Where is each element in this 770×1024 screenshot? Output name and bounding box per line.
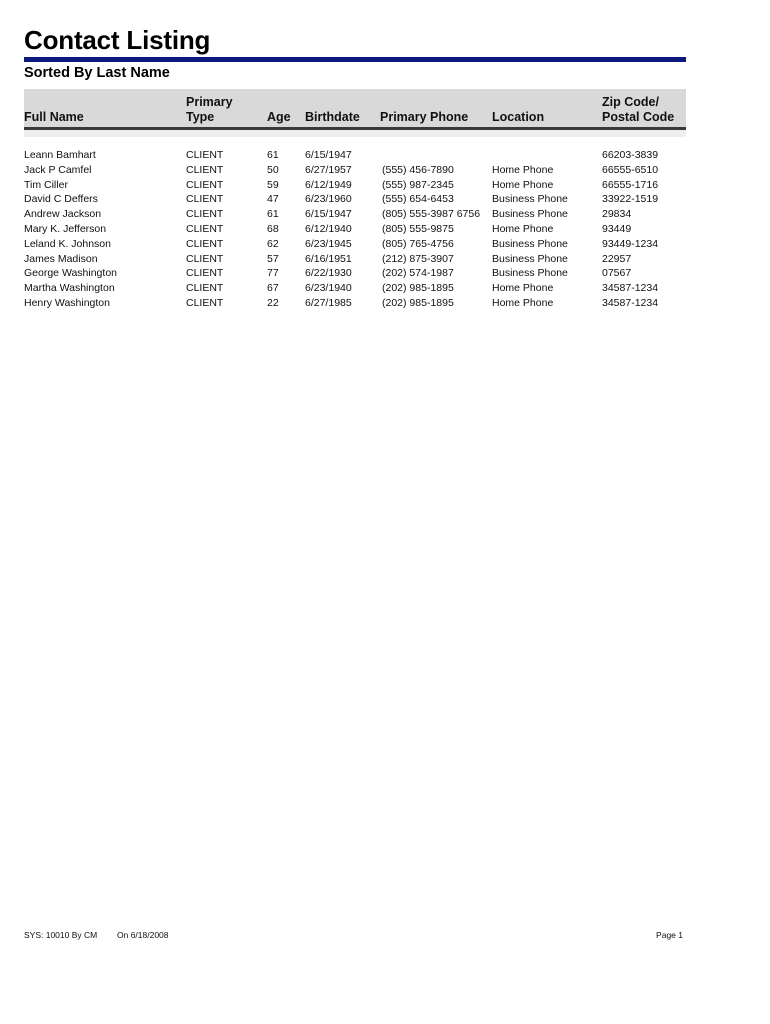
cell-location: Home Phone bbox=[492, 282, 554, 295]
column-header-birthdate bbox=[305, 110, 360, 125]
cell-full-name: Leland K. Johnson bbox=[24, 237, 111, 250]
cell-birthdate: 6/12/1949 bbox=[305, 178, 352, 191]
contact-table-body bbox=[0, 148, 770, 311]
cell-age: 47 bbox=[267, 193, 279, 206]
cell-primary-type: CLIENT bbox=[186, 237, 224, 250]
column-header-age bbox=[267, 110, 291, 125]
footer-print-date: On 6/18/2008 bbox=[117, 930, 169, 940]
column-header-zip-line1: Zip Code/ bbox=[602, 95, 659, 109]
column-header-primary-type-line2: Type bbox=[186, 110, 215, 124]
cell-full-name: James Madison bbox=[24, 252, 98, 265]
cell-age: 77 bbox=[267, 267, 279, 280]
column-header-full-name-label: Full Name bbox=[24, 110, 84, 124]
cell-primary-type: CLIENT bbox=[186, 282, 224, 295]
cell-location: Home Phone bbox=[492, 163, 554, 176]
cell-zip-code: 93449 bbox=[602, 222, 632, 235]
cell-age: 61 bbox=[267, 208, 279, 221]
table-row bbox=[0, 178, 770, 193]
column-header-primary-phone-label: Primary Phone bbox=[380, 110, 469, 124]
cell-location: Business Phone bbox=[492, 252, 568, 265]
cell-zip-code: 34587-1234 bbox=[602, 296, 659, 309]
column-header-zip-code bbox=[602, 95, 674, 125]
cell-age: 67 bbox=[267, 282, 279, 295]
cell-zip-code: 34587-1234 bbox=[602, 282, 659, 295]
cell-zip-code: 66555-6510 bbox=[602, 163, 659, 176]
column-header-birthdate-label: Birthdate bbox=[305, 110, 360, 124]
cell-primary-type: CLIENT bbox=[186, 208, 224, 221]
column-header-primary-type-line1: Primary bbox=[186, 95, 233, 109]
column-header-primary-phone bbox=[380, 110, 468, 125]
cell-location: Business Phone bbox=[492, 193, 568, 206]
cell-primary-phone: (805) 555-3987 6756 bbox=[382, 208, 481, 221]
cell-location: Home Phone bbox=[492, 296, 554, 309]
cell-location: Home Phone bbox=[492, 222, 554, 235]
cell-age: 68 bbox=[267, 222, 279, 235]
column-header-age-label: Age bbox=[267, 110, 291, 124]
cell-birthdate: 6/15/1947 bbox=[305, 208, 352, 221]
table-row bbox=[0, 296, 770, 311]
cell-primary-phone: (202) 985-1895 bbox=[382, 282, 454, 295]
report-subtitle: Sorted By Last Name bbox=[24, 65, 170, 81]
cell-full-name: Henry Washington bbox=[24, 296, 110, 309]
cell-location: Business Phone bbox=[492, 267, 568, 280]
table-row bbox=[0, 266, 770, 281]
column-header-underlay bbox=[24, 130, 686, 137]
table-row bbox=[0, 163, 770, 178]
column-header-primary-type bbox=[186, 95, 233, 125]
cell-full-name: George Washington bbox=[24, 267, 117, 280]
cell-birthdate: 6/16/1951 bbox=[305, 252, 352, 265]
cell-primary-type: CLIENT bbox=[186, 296, 224, 309]
cell-primary-phone: (805) 555-9875 bbox=[382, 222, 454, 235]
cell-primary-phone: (555) 456-7890 bbox=[382, 163, 454, 176]
cell-age: 50 bbox=[267, 163, 279, 176]
table-row bbox=[0, 148, 770, 163]
cell-full-name: Andrew Jackson bbox=[24, 208, 102, 221]
cell-birthdate: 6/27/1985 bbox=[305, 296, 352, 309]
column-header-location bbox=[492, 110, 544, 125]
cell-birthdate: 6/23/1940 bbox=[305, 282, 352, 295]
cell-full-name: Jack P Camfel bbox=[24, 163, 92, 176]
cell-primary-type: CLIENT bbox=[186, 193, 224, 206]
cell-zip-code: 29834 bbox=[602, 208, 632, 221]
table-row bbox=[0, 252, 770, 267]
cell-primary-type: CLIENT bbox=[186, 178, 224, 191]
cell-age: 62 bbox=[267, 237, 279, 250]
cell-primary-phone: (805) 765-4756 bbox=[382, 237, 454, 250]
footer-page-number: Page 1 bbox=[656, 930, 683, 940]
column-header-location-label: Location bbox=[492, 110, 545, 124]
cell-primary-type: CLIENT bbox=[186, 222, 224, 235]
cell-age: 59 bbox=[267, 178, 279, 191]
table-row bbox=[0, 222, 770, 237]
cell-zip-code: 93449-1234 bbox=[602, 237, 659, 250]
cell-age: 22 bbox=[267, 296, 279, 309]
table-row bbox=[0, 281, 770, 296]
cell-birthdate: 6/23/1945 bbox=[305, 237, 352, 250]
cell-zip-code: 66203-3839 bbox=[602, 149, 659, 161]
cell-age: 61 bbox=[267, 149, 279, 161]
cell-primary-type: CLIENT bbox=[186, 163, 224, 176]
report-title: Contact Listing bbox=[24, 25, 211, 55]
cell-zip-code: 33922-1519 bbox=[602, 193, 659, 206]
cell-primary-phone: (212) 875-3907 bbox=[382, 252, 454, 265]
column-header-zip-line2: Postal Code bbox=[602, 110, 675, 124]
cell-age: 57 bbox=[267, 252, 279, 265]
cell-full-name: Mary K. Jefferson bbox=[24, 222, 107, 235]
cell-zip-code: 22957 bbox=[602, 252, 632, 265]
cell-birthdate: 6/15/1947 bbox=[305, 149, 352, 161]
cell-birthdate: 6/12/1940 bbox=[305, 222, 352, 235]
cell-full-name: Tim Ciller bbox=[24, 178, 68, 191]
cell-primary-phone: (555) 987-2345 bbox=[382, 178, 454, 191]
cell-primary-type: CLIENT bbox=[186, 267, 224, 280]
cell-full-name: Leann Bamhart bbox=[24, 149, 96, 161]
cell-primary-phone: (202) 985-1895 bbox=[382, 296, 454, 309]
cell-primary-phone: (555) 654-6453 bbox=[382, 193, 454, 206]
cell-birthdate: 6/23/1960 bbox=[305, 193, 352, 206]
cell-birthdate: 6/27/1957 bbox=[305, 163, 352, 176]
table-row bbox=[0, 192, 770, 207]
table-row bbox=[0, 207, 770, 222]
cell-full-name: David C Deffers bbox=[24, 193, 98, 206]
cell-primary-type: CLIENT bbox=[186, 252, 224, 265]
title-rule bbox=[24, 57, 686, 62]
footer-system-info: SYS: 10010 By CM bbox=[24, 930, 98, 940]
cell-zip-code: 07567 bbox=[602, 267, 632, 280]
column-header-full-name bbox=[24, 110, 84, 125]
cell-primary-type: CLIENT bbox=[186, 149, 224, 161]
table-row bbox=[0, 237, 770, 252]
cell-location: Business Phone bbox=[492, 208, 568, 221]
cell-full-name: Martha Washington bbox=[24, 282, 115, 295]
cell-location: Home Phone bbox=[492, 178, 554, 191]
cell-location: Business Phone bbox=[492, 237, 568, 250]
cell-primary-phone: (202) 574-1987 bbox=[382, 267, 454, 280]
cell-zip-code: 66555-1716 bbox=[602, 178, 659, 191]
cell-birthdate: 6/22/1930 bbox=[305, 267, 352, 280]
